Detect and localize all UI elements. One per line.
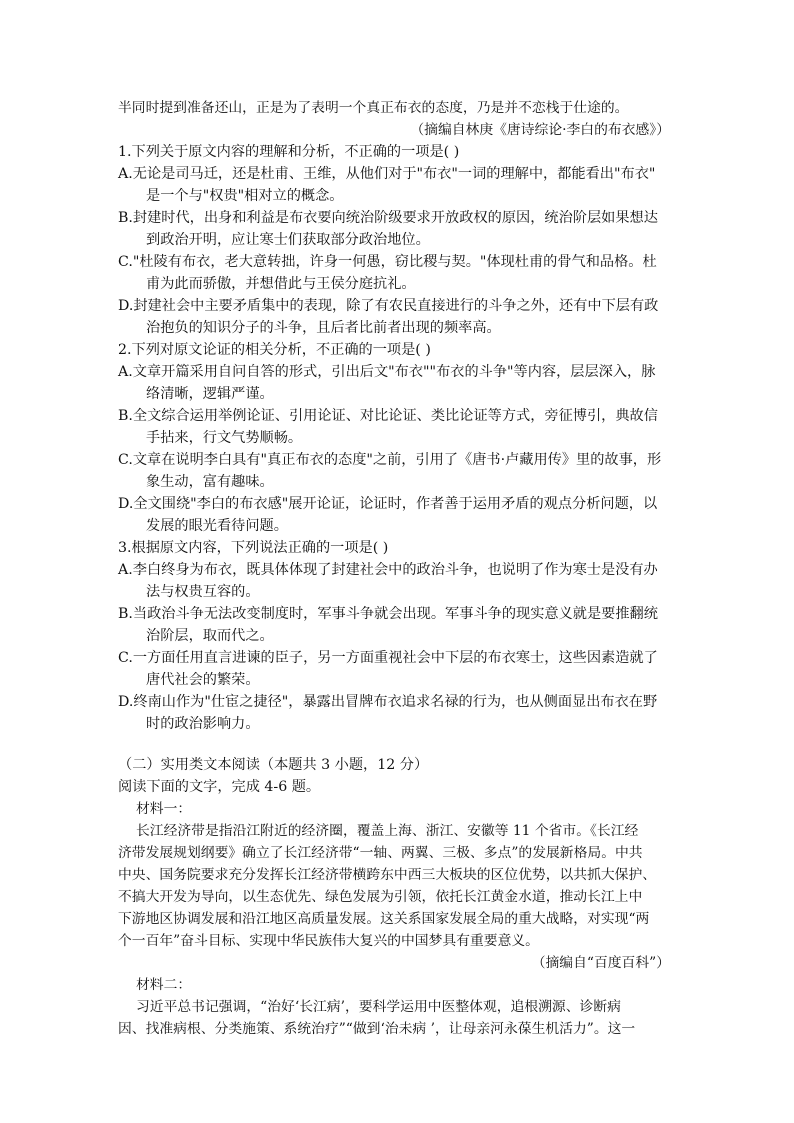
material-1-line: 下游地区协调发展和沿江地区高质量发展。这关系国家发展全局的重大战略，对实现“两 bbox=[118, 911, 650, 927]
material-1-label: 材料一： bbox=[136, 801, 192, 817]
q1-option-a-cont: 是一个与"权贵"相对立的概念。 bbox=[146, 188, 344, 204]
q3-option-d-cont: 时的政治影响力。 bbox=[146, 716, 260, 732]
passage-source: （摘编自林庚《唐诗综论·李白的布衣感》） bbox=[410, 122, 670, 138]
q3-option-d: D.终南山作为"仕宦之捷径"，暴露出冒牌布衣追求名禄的行为，也从侧面显出布衣在野 bbox=[118, 694, 658, 710]
q1-option-b-cont: 到政治开明，应让寒士们获取部分政治地位。 bbox=[146, 232, 430, 248]
material-1-line: 长江经济带是指沿江附近的经济圈，覆盖上海、浙江、安徽等 11 个省市。《长江经 bbox=[136, 823, 639, 839]
section-instruction: 阅读下面的文字，完成 4-6 题。 bbox=[118, 779, 321, 795]
q2-option-c-cont: 象生动，富有趣味。 bbox=[146, 474, 274, 490]
q2-option-d-cont: 发展的眼光看待问题。 bbox=[146, 518, 288, 534]
q2-option-b-cont: 手拈来，行文气势顺畅。 bbox=[146, 430, 303, 446]
q3-option-c-cont: 唐代社会的繁荣。 bbox=[146, 672, 260, 688]
q1-option-c: C."杜陵有布衣，老大意转拙，许身一何愚，窃比稷与契。"体现杜甫的骨气和品格。杜 bbox=[118, 254, 657, 270]
q1-option-a: A.无论是司马迁，还是杜甫、王维，从他们对于"布衣"一词的理解中，都能看出"布衣" bbox=[118, 166, 656, 182]
q1-option-b: B.封建时代，出身和利益是布衣要向统治阶级要求开放政权的原因，统治阶层如果想达 bbox=[118, 210, 658, 226]
section-heading: （二）实用类文本阅读（本题共 3 小题，12 分） bbox=[118, 757, 429, 773]
q2-option-b: B.全文综合运用举例论证、引用论证、对比论证、类比论证等方式，旁征博引，典故信 bbox=[118, 408, 658, 424]
q3-option-b: B.当政治斗争无法改变制度时，军事斗争就会出现。军事斗争的现实意义就是要推翻统 bbox=[118, 606, 658, 622]
material-1-line: 济带发展规划纲要》确立了长江经济带“一轴、两翼、三极、多点”的发展新格局。中共 bbox=[118, 845, 643, 861]
q2-option-d: D.全文围绕"李白的布衣感"展开论证，论证时，作者善于运用矛盾的观点分析问题，以 bbox=[118, 496, 658, 512]
q3-option-a: A.李白终身为布衣，既具体体现了封建社会中的政治斗争，也说明了作为寒士是没有办 bbox=[118, 562, 658, 578]
material-2-label: 材料二： bbox=[136, 977, 192, 993]
question-3-stem: 3.根据原文内容，下列说法正确的一项是( ) bbox=[118, 540, 389, 556]
q3-option-c: C.一方面任用直言进谏的臣子，另一方面重视社会中下层的布衣寒士，这些因素造就了 bbox=[118, 650, 658, 666]
q1-option-d-cont: 治抱负的知识分子的斗争，且后者比前者出现的频率高。 bbox=[146, 320, 501, 336]
q3-option-a-cont: 法与权贵互容的。 bbox=[146, 584, 260, 600]
material-2-line: 习近平总书记强调，“治好‘长江病’，要科学运用中医整体观，追根溯源、诊断病 bbox=[136, 999, 621, 1015]
material-1-source: （摘编自“百度百科”） bbox=[531, 955, 670, 971]
q1-option-c-cont: 甫为此而骄傲，并想借此与王侯分庭抗礼。 bbox=[146, 276, 416, 292]
q2-option-c: C.文章在说明李白具有"真正布衣的态度"之前，引用了《唐书·卢藏用传》里的故事，形 bbox=[118, 452, 662, 468]
passage-continuation: 半同时提到准备还山，正是为了表明一个真正布衣的态度，乃是并不恋栈于仕途的。 bbox=[118, 100, 629, 116]
question-2-stem: 2.下列对原文论证的相关分析，不正确的一项是( ) bbox=[118, 342, 431, 358]
material-1-line: 个一百年”奋斗目标、实现中华民族伟大复兴的中国梦具有重要意义。 bbox=[118, 933, 539, 949]
question-1-stem: 1.下列关于原文内容的理解和分析，不正确的一项是( ) bbox=[118, 144, 460, 160]
q1-option-d: D.封建社会中主要矛盾集中的表现，除了有农民直接进行的斗争之外，还有中下层有政 bbox=[118, 298, 659, 314]
material-1-line: 不搞大开发为导向，以生态优先、绿色发展为引领，依托长江黄金水道，推动长江上中 bbox=[118, 889, 643, 905]
q2-option-a-cont: 络清晰，逻辑严谨。 bbox=[146, 386, 274, 402]
material-1-line: 中央、国务院要求充分发挥长江经济带横跨东中西三大板块的区位优势，以共抓大保护、 bbox=[118, 867, 657, 883]
q2-option-a: A.文章开篇采用自问自答的形式，引出后文"布衣""布衣的斗争"等内容，层层深入，脉 bbox=[118, 364, 656, 380]
q3-option-b-cont: 治阶层，取而代之。 bbox=[146, 628, 274, 644]
material-2-line: 因、找准病根、分类施策、系统治疗”“做到‘治未病 ’，让母亲河永葆生机活力”。这一 bbox=[118, 1021, 636, 1037]
